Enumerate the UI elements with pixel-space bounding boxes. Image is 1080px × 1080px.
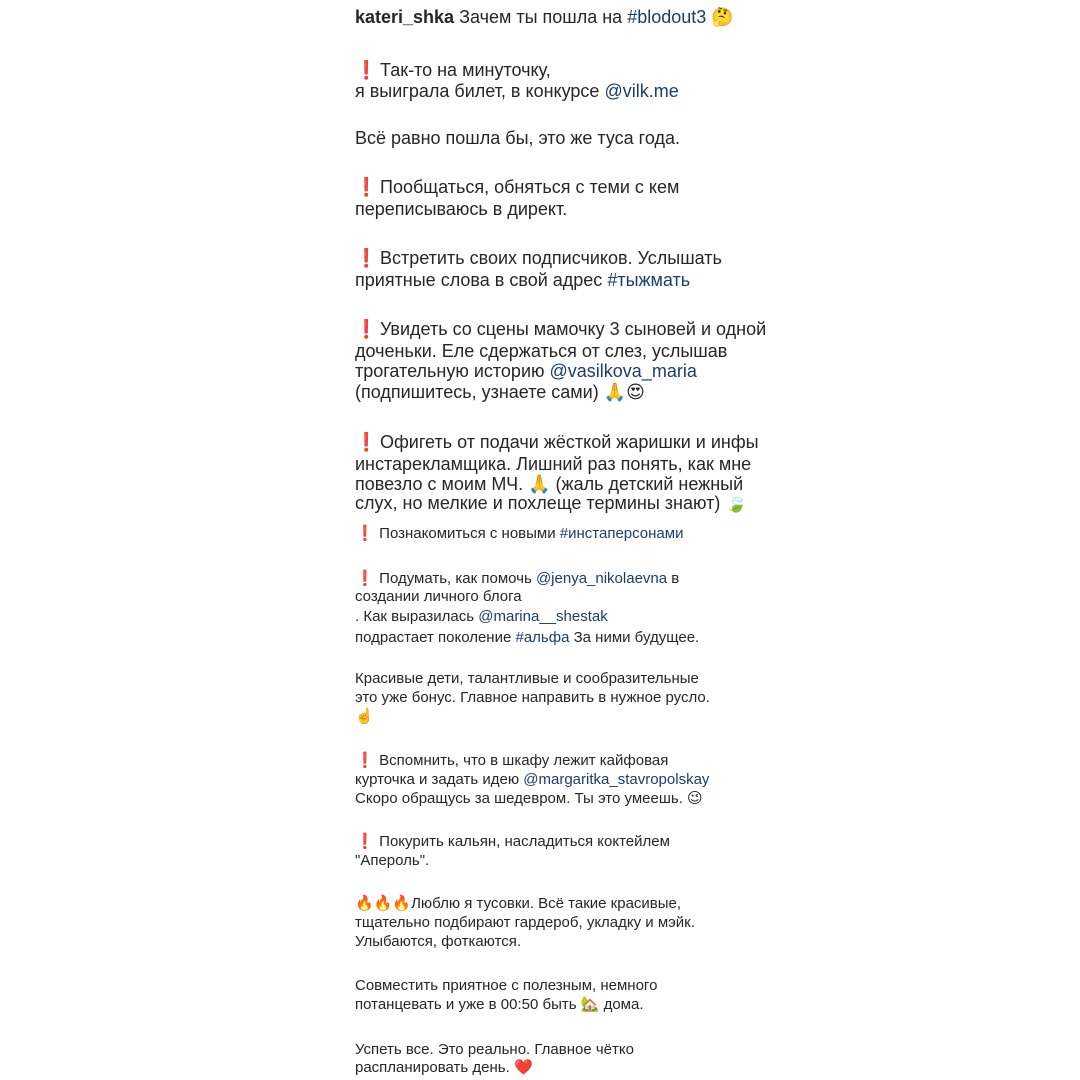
wink-icon: 😉 (687, 790, 703, 807)
mention-link[interactable]: @margaritka_stavropolskay (523, 771, 710, 788)
caption-line: Красивые дети, талантливые и сообразительные (355, 670, 699, 687)
pointing-up-icon: ☝️ (355, 708, 374, 725)
exclamation-icon: ❗ (355, 60, 378, 80)
caption-line (355, 834, 670, 849)
caption-text: Увидеть со сцены мамочку 3 сыновей и одной (375, 319, 767, 339)
caption-line: Всё равно пошла бы, это же туса года. (355, 128, 680, 148)
caption-line (355, 320, 766, 338)
caption-line (355, 791, 703, 806)
caption-text: Офигеть от подачи жёсткой жаришки и инфы (375, 432, 759, 452)
caption-text: потанцевать и уже в 00:50 быть (355, 996, 581, 1013)
caption-text: повезло с моим МЧ. (355, 474, 529, 494)
heart-icon: ❤️ (513, 1059, 533, 1076)
caption-line (355, 61, 551, 79)
fire-icon: 🔥 (392, 895, 412, 912)
caption-line: доченьки. Еле сдержаться от слез, услышав (355, 341, 728, 361)
caption-text: Покурить кальян, насладиться коктейлем (375, 833, 670, 850)
caption-text: Так-то на минуточку, (375, 60, 551, 80)
heart-eyes-icon: 😍 (626, 382, 645, 402)
caption-line: тщательно подбирают гардероб, укладку и мэйк. (355, 914, 695, 931)
caption-text: Вспомнить, что в шкафу лежит кайфовая (375, 752, 669, 769)
caption-line (355, 630, 699, 645)
caption-line (355, 362, 697, 380)
hashtag-link[interactable]: #альфа (515, 629, 570, 646)
caption-line (355, 1060, 533, 1075)
caption-line (355, 896, 681, 911)
caption-line (355, 997, 644, 1012)
caption-line (355, 433, 759, 451)
caption-text: Люблю я тусовки. Всё такие красивые, (411, 895, 682, 912)
fire-icon: 🔥 (355, 895, 374, 912)
caption-text: Пообщаться, обняться с теми с кем (375, 177, 680, 197)
caption-line (355, 772, 709, 787)
caption-text: За ними будущее. (569, 629, 700, 646)
exclamation-icon: ❗ (355, 177, 378, 197)
caption-text: слух, но мелкие и похлеще термины знают) (355, 493, 726, 513)
caption-header (355, 8, 734, 26)
caption-text: подрастает поколение (355, 629, 516, 646)
pray-icon: 🙏 (528, 474, 551, 494)
caption-text: Зачем ты пошла на (454, 7, 628, 27)
caption-line: переписываюсь в директ. (355, 199, 568, 219)
caption-line: Успеть все. Это реально. Главное чётко (355, 1041, 634, 1058)
caption-line: "Апероль". (355, 852, 430, 869)
caption-text: я выиграла билет, в конкурсе (355, 81, 605, 101)
exclamation-icon: ❗ (355, 833, 375, 850)
caption-line (355, 609, 608, 624)
caption-text: распланировать день. (355, 1059, 514, 1076)
caption-text: Скоро обращусь за шедевром. Ты это умеешь. (355, 790, 688, 807)
caption-line: создании личного блога (355, 588, 522, 605)
exclamation-icon: ❗ (355, 319, 378, 339)
caption-text: Встретить своих подписчиков. Услышать (375, 248, 722, 268)
caption-line: инстарекламщика. Лишний раз понять, как мне (355, 454, 752, 474)
caption-text: (жаль детский нежный (550, 474, 744, 494)
username-link[interactable]: kateri_shka (355, 7, 455, 27)
fire-icon: 🔥 (373, 895, 393, 912)
caption-text: трогательную историю (355, 361, 550, 381)
caption-line (355, 178, 679, 196)
caption-text: приятные слова в свой адрес (355, 270, 608, 290)
caption-line: Совместить приятное с полезным, немного (355, 977, 658, 994)
thinking-face-icon: 🤔 (711, 7, 734, 27)
caption-text: Познакомиться с новыми (375, 525, 560, 542)
caption-text: дома. (599, 996, 644, 1013)
caption-line: это уже бонус. Главное направить в нужное русло. (355, 689, 710, 706)
exclamation-icon: ❗ (355, 248, 378, 268)
caption-text: . Как выразилась (355, 608, 479, 625)
exclamation-icon: ❗ (355, 752, 375, 769)
exclamation-icon: ❗ (355, 570, 375, 587)
hashtag-link[interactable]: #blodout3 (627, 7, 707, 27)
pray-icon: 🙏 (603, 382, 627, 402)
exclamation-icon: ❗ (355, 525, 375, 542)
house-icon: 🏡 (580, 996, 600, 1013)
caption-line (355, 753, 668, 768)
caption-text: (подпишитесь, узнаете сами) (355, 382, 604, 402)
caption-text: в (667, 570, 680, 587)
caption-line: Улыбаются, фоткаются. (355, 933, 522, 950)
mention-link[interactable]: @marina__shestak (478, 608, 608, 625)
exclamation-icon: ❗ (355, 432, 378, 452)
caption-line (355, 82, 679, 100)
mention-link[interactable]: @vilk.me (604, 81, 679, 101)
caption-line (355, 494, 748, 512)
caption-text: курточка и задать идею (355, 771, 524, 788)
leaf-icon: 🍃 (725, 493, 748, 513)
hashtag-link[interactable]: #тыжмать (607, 270, 691, 290)
caption-line (355, 271, 690, 289)
caption-line (355, 475, 743, 493)
caption-line (355, 571, 679, 586)
caption-line (355, 709, 374, 724)
mention-link[interactable]: @vasilkova_maria (549, 361, 697, 381)
mention-link[interactable]: @jenya_nikolaevna (535, 570, 668, 587)
caption-text: Подумать, как помочь (375, 570, 536, 587)
caption-line (355, 249, 722, 267)
hashtag-link[interactable]: #инстаперсонами (559, 525, 684, 542)
caption-line (355, 383, 645, 401)
caption-line (355, 526, 683, 541)
